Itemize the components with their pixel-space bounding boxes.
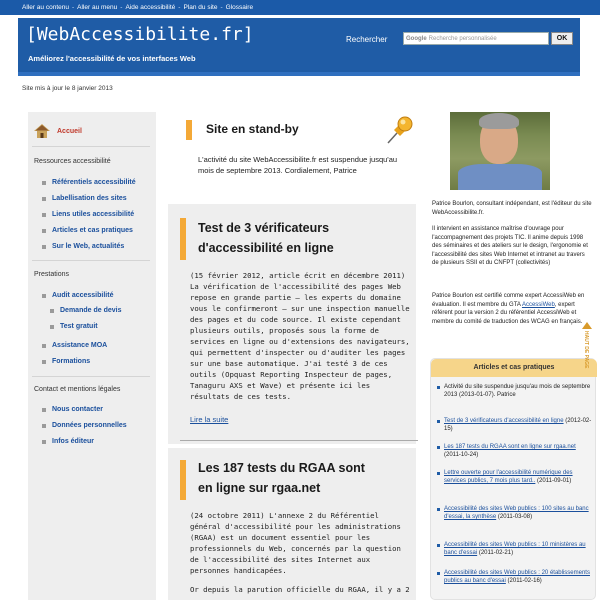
skip-links-bar: Aller au contenu - Aller au menu - Aide accessibilité - Plan du site - Glossaire [0, 0, 600, 15]
back-to-top-link[interactable] [581, 322, 593, 374]
article-title-line: d'accessibilité en ligne [198, 241, 334, 255]
list-item-date: (2011-02-16) [507, 578, 542, 584]
sidebar-item-formations[interactable] [42, 358, 90, 365]
list-item-link[interactable]: Lettre ouverte pour l'accessibilité numérique des services publics, 7 mois plus tard.. [444, 470, 573, 484]
list-item[interactable] [437, 443, 593, 459]
bullet-icon [42, 181, 46, 185]
bullet-icon [50, 325, 54, 329]
list-item-date: (2011-02-21) [478, 550, 514, 556]
sidebar-item-label: Données personnelles [52, 422, 127, 429]
divider [32, 260, 150, 261]
sidebar-item-label: Formations [52, 358, 91, 365]
sidebar-nav [28, 112, 156, 600]
sidebar-item-audit[interactable] [42, 292, 113, 299]
sidebar-item-devis[interactable] [50, 307, 121, 314]
section-resources: Ressources accessibilité [34, 158, 111, 165]
skip-link-sitemap[interactable]: Plan du site [183, 4, 218, 11]
list-item-date: (2011-03-08) [497, 514, 533, 520]
site-header [18, 18, 580, 76]
right-column [422, 112, 600, 600]
site-tagline: Améliorez l'accessibilité de vos interfaces Web [28, 54, 196, 63]
sidebar-item-label: Sur le Web, actualités [52, 243, 125, 250]
bullet-icon [437, 420, 440, 423]
skip-link-content[interactable]: Aller au contenu [22, 4, 69, 11]
article-card [168, 204, 416, 444]
last-updated: Site mis à jour le 8 janvier 2013 [22, 85, 113, 92]
sidebar-item-editeur[interactable] [42, 438, 94, 445]
standby-notice [162, 112, 416, 198]
list-item-date: (2011-10-24) [444, 452, 479, 458]
articles-box-title: Articles et cas pratiques [431, 359, 597, 377]
google-logo: Google [406, 35, 427, 42]
articles-box [430, 358, 596, 600]
bio-text: , expert référent pour la version 2 du référentiel AccessiWeb et membre du comité de traduction des WCAG en français. [432, 301, 583, 325]
bio-text: Patrice Bourlon est certifié comme expert AccessiWeb en évaluation. Il est membre du GTA [432, 293, 585, 308]
search-placeholder: Recherche personnalisée [428, 35, 497, 42]
author-bio-body: Il intervient en assistance maîtrise d'ouvrage pour l'accompagnement des projets TIC. Il anime depuis 1998 des séminaires et des ateliers sur le design, l'ergonomie et l'accessibilité des sites Web Internet et intranet au travers de plusieurs SSII et du CNFPT (collectivités) [432, 226, 588, 266]
back-to-top-label: HAUT DE PAGE [583, 331, 589, 369]
sidebar-item-label: Demande de devis [60, 307, 122, 314]
list-item[interactable] [437, 417, 593, 433]
bullet-icon [437, 508, 440, 511]
sidebar-item-label: Infos éditeur [52, 438, 95, 445]
accessiweb-link[interactable]: AccessiWeb [521, 301, 555, 308]
title-accent-bar [180, 460, 186, 500]
photo-hair [479, 113, 519, 129]
sidebar-item-label: Articles et cas pratiques [52, 227, 133, 234]
bullet-icon [42, 440, 46, 444]
sidebar-item-web[interactable] [42, 243, 124, 250]
bullet-icon [437, 386, 440, 389]
sidebar-item-label: Audit accessibilité [52, 292, 114, 299]
home-label: Accueil [57, 127, 82, 135]
sidebar-item-test[interactable] [50, 323, 98, 330]
sidebar-item-referentiels[interactable] [42, 179, 136, 186]
author-photo [450, 112, 550, 190]
sidebar-item-liens[interactable] [42, 211, 134, 218]
article-title-line: Test de 3 vérificateurs [198, 221, 330, 235]
sidebar-item-label: Référentiels accessibilité [52, 179, 136, 186]
sidebar-item-label: Nous contacter [52, 406, 103, 413]
article-title[interactable] [198, 458, 365, 498]
sidebar-item-contact[interactable] [42, 406, 103, 413]
article-excerpt-cont: Or depuis la parution officielle du RGAA, il y a 2 [190, 585, 410, 594]
article-excerpt: (24 octobre 2011) L'annexe 2 du Référentiel général d'accessibilité pour les administrations (RGAA) est un document essentiel pour les professionnels du Web, concernés par la question de l'accessibilité des sites Internet aux personnes handicapées. [190, 511, 401, 575]
standby-title: Site en stand-by [206, 122, 299, 136]
bullet-icon [437, 572, 440, 575]
article-title-line: Les 187 tests du RGAA sont [198, 461, 365, 475]
article-card [168, 448, 416, 600]
bullet-icon [437, 544, 440, 547]
divider [32, 376, 150, 377]
list-item-date: (2011-09-01) [537, 478, 572, 484]
section-contact: Contact et mentions légales [34, 386, 121, 393]
list-item-link[interactable]: Test de 3 vérificateurs d'accessibilité en ligne [444, 418, 564, 424]
skip-link-help[interactable]: Aide accessibilité [125, 4, 176, 11]
standby-text: L'activité du site WebAccessibilite.fr est suspendue jusqu'au mois de septembre 2013. Cordialement, Patrice [198, 155, 398, 175]
list-item-link[interactable]: Les 187 tests du RGAA sont en ligne sur rgaa.net [444, 444, 576, 450]
list-item-text: Activité du site suspendue jusqu'au mois de septembre 2013 (2013-01-07). Patrice [444, 384, 591, 398]
pushpin-icon [384, 114, 414, 146]
divider [32, 146, 150, 147]
list-item-link[interactable]: Accessibilité des sites Web publics : 100 sites au banc d'essai, la synthèse [444, 506, 589, 520]
photo-shirt [458, 164, 542, 190]
sidebar-item-home[interactable] [34, 124, 82, 138]
section-prestations: Prestations [34, 271, 70, 278]
article-excerpt: (15 février 2012, article écrit en décembre 2011) La vérification de l'accessibilité des pages Web repose en grande partie – les experts du domaine vous le confirmeront – sur une inspection manuelle des pages et du code source. Il existe cependant plusieurs outils, proposés sous la forme de services en ligne ou d'extensions des navigateurs, qui permettent d'inspecter ou d'auditer les pages sur une base automatique. J'ai testé 3 de ces outils (Opquast Reporting Inspecteur de pages, Tanaguru AXS et Wave) et présente ici les résultats de ces tests. [190, 271, 410, 401]
list-item[interactable] [437, 569, 593, 585]
bullet-icon [50, 309, 54, 313]
sidebar-item-labellisation[interactable] [42, 195, 127, 202]
skip-link-menu[interactable]: Aller au menu [77, 4, 118, 11]
article-title-line: en ligne sur rgaa.net [198, 481, 321, 495]
sidebar-item-label: Labellisation des sites [52, 195, 127, 202]
read-more-link[interactable]: Lire la suite [190, 415, 229, 424]
sidebar-item-label: Test gratuit [60, 323, 98, 330]
site-logo[interactable]: [WebAccessibilite.fr] [26, 24, 254, 45]
sidebar-item-donnees[interactable] [42, 422, 127, 429]
main-content [162, 112, 416, 600]
list-item-date: (2012-02-15) [444, 418, 592, 432]
bullet-icon [42, 294, 46, 298]
bullet-icon [42, 197, 46, 201]
bullet-icon [42, 360, 46, 364]
bullet-icon [42, 213, 46, 217]
bullet-icon [437, 472, 440, 475]
list-item[interactable] [437, 541, 593, 557]
list-item[interactable] [437, 505, 593, 521]
bullet-icon [42, 408, 46, 412]
article-title[interactable] [198, 218, 334, 258]
search-label: Rechercher [346, 35, 388, 44]
search-input[interactable] [403, 32, 549, 45]
sidebar-item-label: Assistance MOA [52, 342, 108, 349]
up-arrow-icon [582, 322, 592, 329]
list-item-link[interactable]: Accessibilité des sites Web publics : 10 ministères au banc d'essai [444, 542, 586, 556]
bullet-icon [42, 424, 46, 428]
home-icon [34, 124, 50, 138]
list-item-link[interactable]: Accessibilité des sites Web publics : 20 établissements publics au banc d'essai [444, 570, 590, 584]
bullet-icon [42, 229, 46, 233]
sidebar-item-label: Liens utiles accessibilité [52, 211, 135, 218]
author-bio-intro: Patrice Bourlon, consultant indépendant, est l'éditeur du site WebAccessibilite.fr. [432, 201, 592, 216]
skip-link-glossary[interactable]: Glossaire [225, 4, 254, 11]
list-item[interactable] [437, 469, 593, 485]
title-accent-bar [180, 218, 186, 260]
bullet-icon [437, 446, 440, 449]
article-divider [180, 440, 418, 441]
list-item [437, 383, 593, 399]
bullet-icon [42, 344, 46, 348]
title-accent-bar [186, 120, 192, 140]
bullet-icon [42, 245, 46, 249]
sidebar-item-moa[interactable] [42, 342, 107, 349]
search-button[interactable]: OK [551, 32, 573, 45]
author-bio-cert [432, 292, 592, 326]
sidebar-item-articles[interactable] [42, 227, 133, 234]
